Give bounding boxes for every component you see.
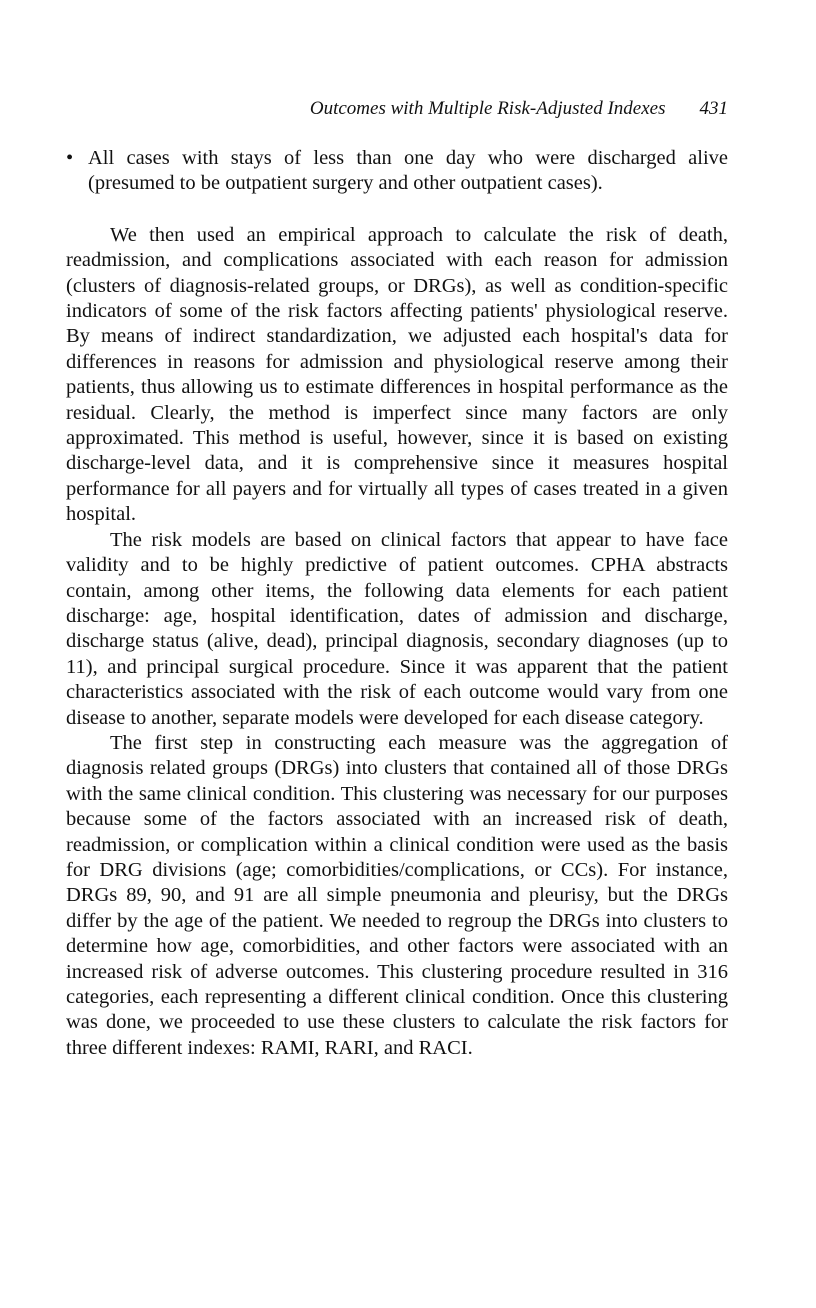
running-header xyxy=(66,96,728,122)
bullet-list xyxy=(66,146,728,197)
body-text xyxy=(66,146,728,1061)
bullet-icon: • xyxy=(66,147,74,169)
page xyxy=(66,96,728,1061)
running-title: Outcomes with Multiple Risk-Adjusted Indexes xyxy=(309,98,666,119)
bullet-text: All cases with stays of less than one day who were discharged alive (presumed to be outpatient surgery and other outpatient cases). xyxy=(88,147,728,195)
paragraph-empirical-approach: We then used an empirical approach to calculate the risk of death, readmission, and complications associated with each reason for admission (clusters of diagnosis-related groups, or DRGs), as well as condition-specific indicators of some of the risk factors affecting patients' physiological reserve. By means of indirect standardization, we adjusted each hospital's data for differences in reasons for admission and physiological reserve among their patients, thus allowing us to estimate differences in hospital performance as the residual. Clearly, the method is imperfect since many factors are only approximated. This method is useful, however, since it is based on existing discharge-level data, and it is comprehensive since it measures hospital performance for all payers and for virtually all types of cases treated in a given hospital. xyxy=(66,223,728,526)
paragraph-risk-models: The risk models are based on clinical factors that appear to have face validity and to be highly predictive of patient outcomes. CPHA abstracts contain, among other items, the following data elements for each patient discharge: age, hospital identification, dates of admission and discharge, discharge status (alive, dead), principal diagnosis, secondary diagnoses (up to 11), and principal surgical procedure. Since it was apparent that the patient characteristics associated with the risk of each outcome would vary from one disease to another, separate models were developed for each disease category. xyxy=(66,528,728,729)
page-number: 431 xyxy=(699,98,728,119)
paragraph-first-step: The first step in constructing each measure was the aggregation of diagnosis related groups (DRGs) into clusters that contained all of those DRGs with the same clinical condition. This clustering was necessary for our purposes because some of the factors associated with an increased risk of death, readmission, or complication within a clinical condition were used as the basis for DRG divisions (age; comorbidities/complications, or CCs). For instance, DRGs 89, 90, and 91 are all simple pneumonia and pleurisy, but the DRGs differ by the age of the patient. We needed to regroup the DRGs into clusters to determine how age, comorbidities, and other factors were associated with an increased risk of adverse outcomes. This clustering procedure resulted in 316 categories, each representing a different clinical condition. Once this clustering was done, we proceeded to use these clusters to calculate the risk factors for three different indexes: RAMI, RARI, and RACI. xyxy=(66,731,728,1059)
bullet-item xyxy=(66,146,728,197)
